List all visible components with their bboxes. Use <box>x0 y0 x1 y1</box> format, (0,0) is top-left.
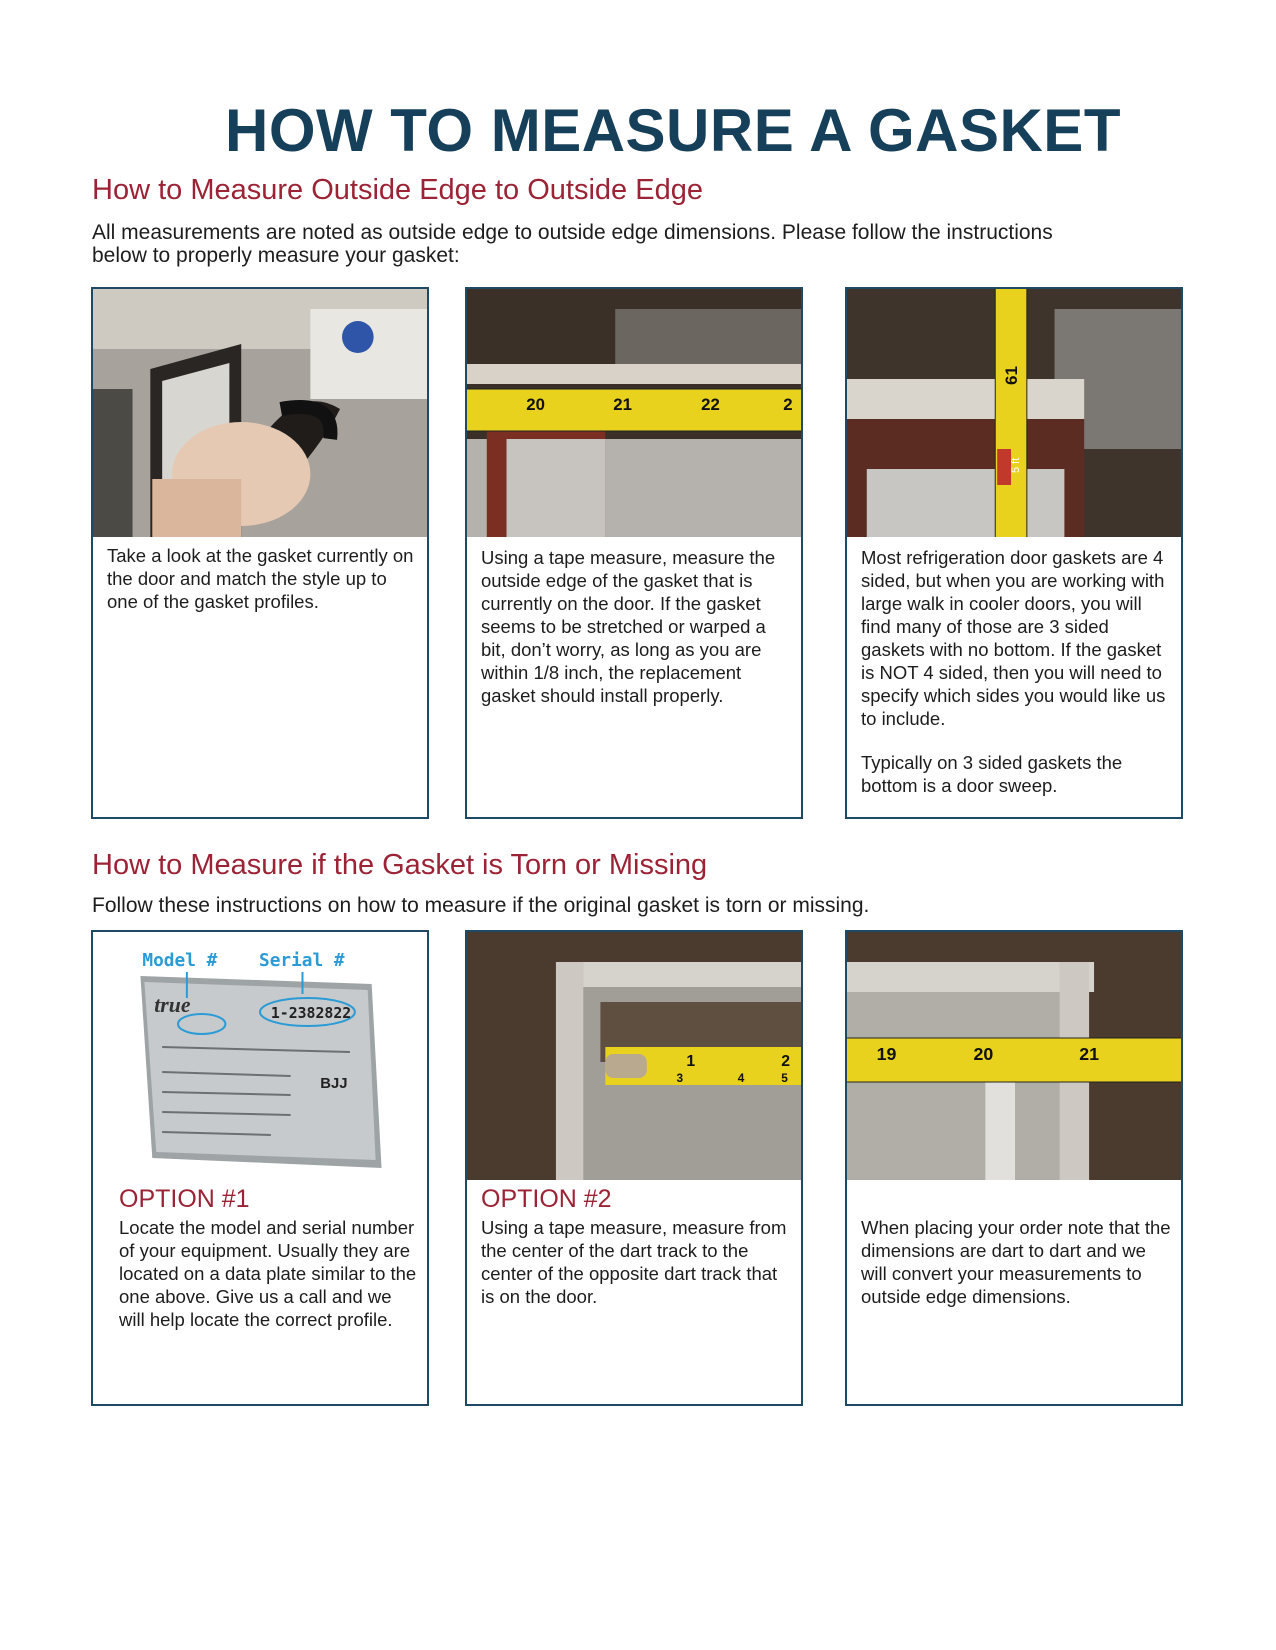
step-card-3-note: Typically on 3 sided gaskets the bottom is a door sweep. <box>861 752 1123 796</box>
data-plate-photo <box>93 932 427 1180</box>
option-card-1-text: Locate the model and serial number of your equipment. Usually they are located on a data plate similar to the one above. Give us a call and we will help locate the correct profile. <box>119 1217 417 1330</box>
tape-number: 1 <box>686 1052 696 1071</box>
step-card-1-text: Take a look at the gasket currently on the door and match the style up to one of the gasket profiles. <box>107 545 414 612</box>
plate-serial-number: 1-2382822 <box>270 1003 352 1023</box>
tape-number: 5 <box>781 1070 788 1086</box>
step-card-3 <box>845 287 1183 819</box>
plate-code: BJJ <box>320 1075 348 1093</box>
option-card-3-text: When placing your order note that the dimensions are dart to dart and we will convert your measurements to outside edge dimensions. <box>861 1217 1171 1307</box>
tape-measure-horizontal-photo <box>467 289 801 537</box>
tape-number: 2 <box>781 1052 791 1071</box>
plate-brand: true <box>154 992 191 1018</box>
step-card-2-text: Using a tape measure, measure the outside edge of the gasket that is currently on the door. If the gasket seems to be stretched or warped a bit, don’t worry, as long as you are within 1/8 inch, the replacement gasket should install properly. <box>481 547 776 706</box>
tape-number: 3 <box>676 1070 684 1086</box>
option-card-2-text: Using a tape measure, measure from the center of the dart track to the center of the opposite dart track that is on the door. <box>481 1217 787 1307</box>
plate-model-label: Model # <box>142 949 218 972</box>
dart-track-measure-photo <box>467 932 801 1180</box>
tape-number: 2 <box>783 394 793 415</box>
plate-serial-label: Serial # <box>259 949 345 972</box>
tape-number: 4 <box>737 1070 745 1086</box>
tape-number: 20 <box>973 1043 994 1065</box>
step-card-2 <box>465 287 803 819</box>
page-title: HOW TO MEASURE A GASKET <box>225 97 1121 164</box>
option-card-3 <box>845 930 1183 1406</box>
section1-heading: How to Measure Outside Edge to Outside Edge <box>92 174 703 206</box>
tape-number: 22 <box>701 394 720 415</box>
tape-number: 21 <box>1079 1043 1099 1065</box>
option-card-1 <box>91 930 429 1406</box>
option-card-2 <box>465 930 803 1406</box>
tape-number: 21 <box>613 394 632 415</box>
option-2-label: OPTION #2 <box>481 1185 612 1213</box>
section2-heading: How to Measure if the Gasket is Torn or Missing <box>92 849 708 881</box>
section1-intro: All measurements are noted as outside edge to outside edge dimensions. Please follow the instructions below to properly measure your gasket: <box>92 221 1053 267</box>
section2-intro: Follow these instructions on how to measure if the original gasket is torn or missing. <box>92 894 870 917</box>
tape-measure-vertical-photo <box>847 289 1181 537</box>
option-1-label: OPTION #1 <box>119 1185 250 1213</box>
tape-number: 20 <box>526 394 545 415</box>
step-card-1 <box>91 287 429 819</box>
tape-number: 5 ft <box>1009 457 1022 473</box>
step-card-3-text: Most refrigeration door gaskets are 4 sided, but when you are working with large walk in cooler doors, you will find many of those are 3 sided gaskets with no bottom. If the gasket is NOT 4 sided, then you will need to specify which sides you would like us to include. <box>861 547 1166 729</box>
hand-holding-gasket-photo <box>93 289 427 537</box>
tape-number: 19 <box>876 1043 897 1065</box>
tape-number: 61 <box>1002 366 1021 385</box>
dart-to-dart-measure-photo <box>847 932 1181 1180</box>
